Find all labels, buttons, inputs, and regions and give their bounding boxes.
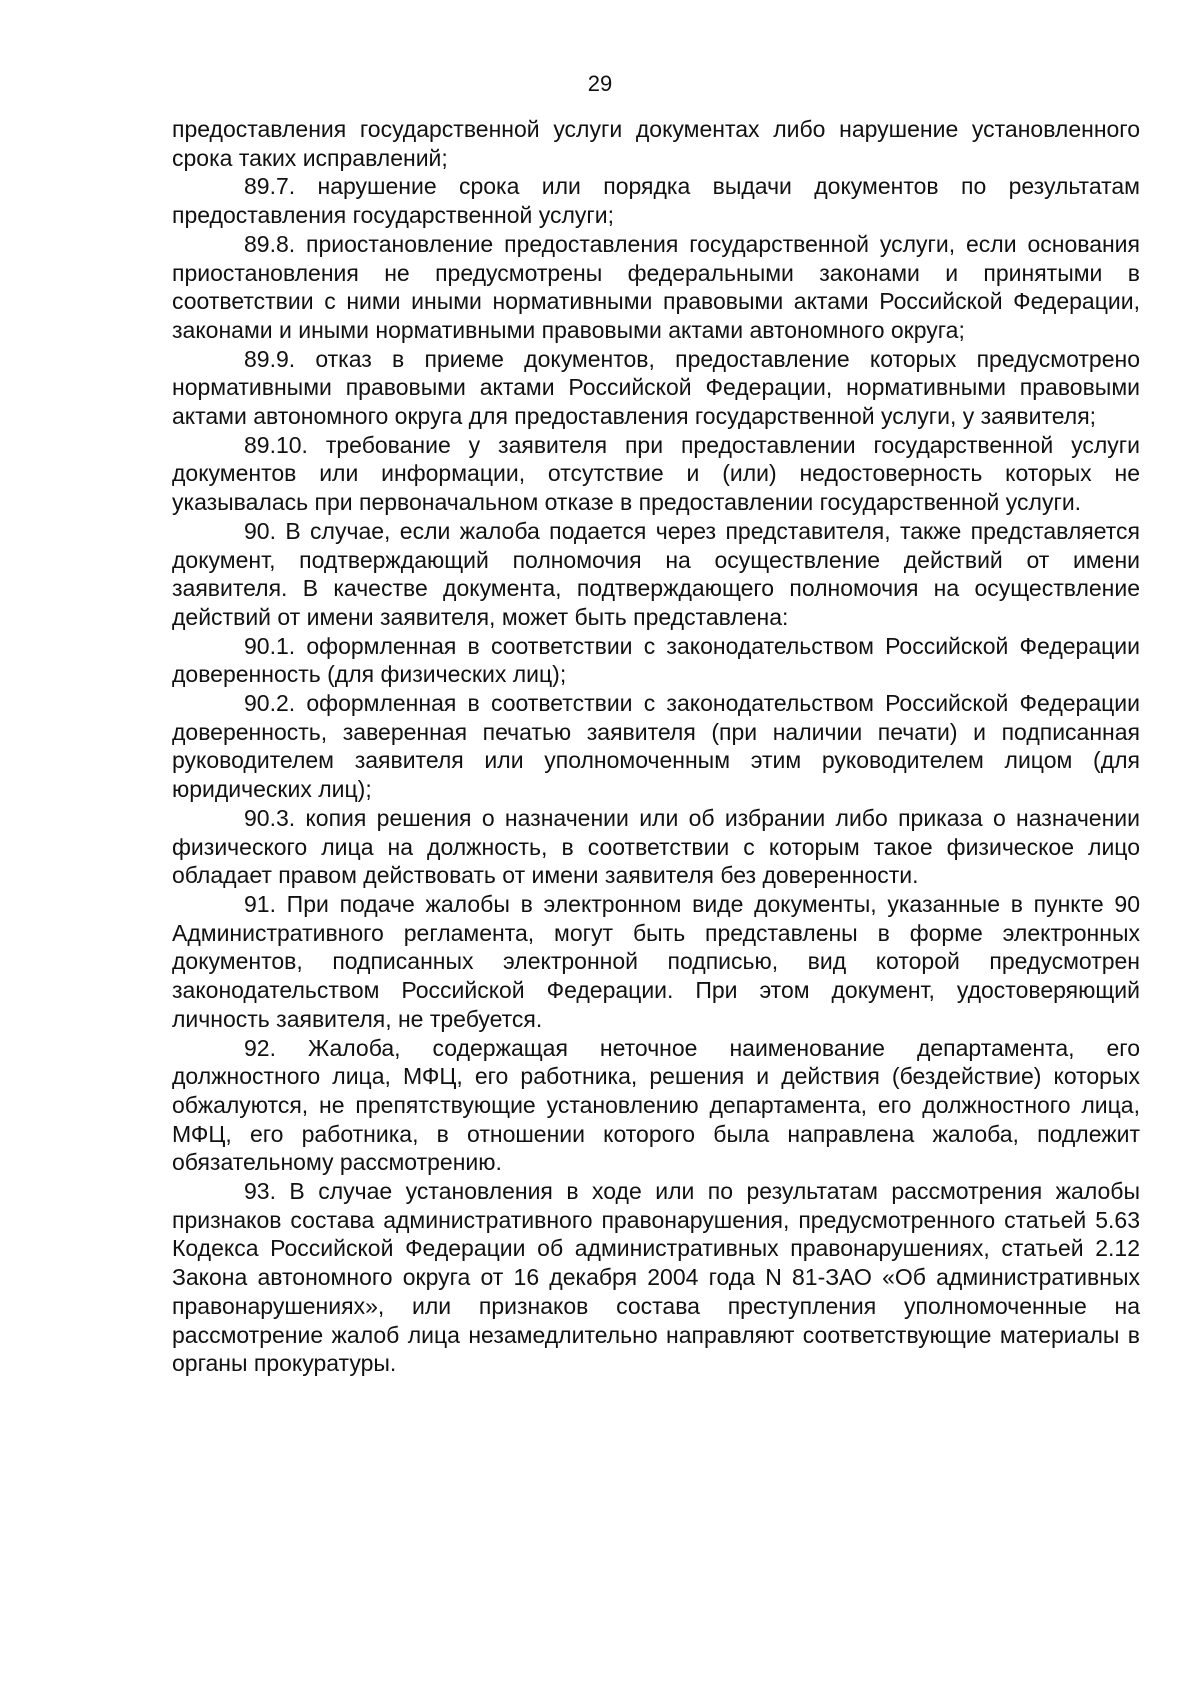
paragraph-89-10: 89.10. требование у заявителя при предоставлении государственной услуги документов или информации, отсутствие и (или) недостоверность которых не указывалась при первоначальном отказе в предоставлении государственной услуги.	[172, 431, 1140, 516]
paragraph-93: 93. В случае установления в ходе или по результатам рассмотрения жалобы признаков состава административного правонарушения, предусмотренного статьей 5.63 Кодекса Российской Федерации об административных правонарушениях, статьей 2.12 Закона автономного округа от 16 декабря 2004 года N 81-ЗАО «Об административных правонарушениях», или признаков состава преступления уполномоченные на рассмотрение жалоб лица незамедлительно направляют соответствующие материалы в органы прокуратуры.	[172, 1178, 1140, 1377]
paragraph-89-7: 89.7. нарушение срока или порядка выдачи документов по результатам предоставления государственной услуги;	[172, 173, 1140, 229]
paragraph-90-3: 90.3. копия решения о назначении или об избрании либо приказа о назначении физического лица на должность, в соответствии с которым такое физическое лицо обладает правом действовать от имени заявителя без доверенности.	[172, 804, 1140, 889]
paragraph-continuation: предоставления государственной услуги документах либо нарушение установленного срока таких исправлений;	[172, 116, 1140, 171]
paragraph-90: 90. В случае, если жалоба подается через представителя, также представляется документ, подтверждающий полномочия на осуществление действий от имени заявителя. В качестве документа, подтверждающего полномочия на осуществление действий от имени заявителя, может быть представлена:	[172, 517, 1140, 630]
paragraph-91: 91. При подаче жалобы в электронном виде документы, указанные в пункте 90 Административного регламента, могут быть представлены в форме электронных документов, подписанных электронной подписью, вид которой предусмотрен законодательством Российской Федерации. При этом документ, удостоверяющий личность заявителя, не требуется.	[172, 890, 1140, 1032]
paragraph-90-2: 90.2. оформленная в соответствии с законодательством Российской Федерации доверенность, заверенная печатью заявителя (при наличии печати) и подписанная руководителем заявителя или уполномоченным этим руководителем лицом (для юридических лиц);	[172, 690, 1140, 803]
paragraph-90-1: 90.1. оформленная в соответствии с законодательством Российской Федерации доверенность (для физических лиц);	[172, 632, 1140, 688]
paragraph-92: 92. Жалоба, содержащая неточное наименование департамента, его должностного лица, МФЦ, его работника, решения и действия (бездействие) которых обжалуются, не препятствующие установлению департамента, его должностного лица, МФЦ, его работника, в отношении которого была направлена жалоба, подлежит обязательному рассмотрению.	[172, 1034, 1140, 1176]
document-body	[172, 115, 1140, 1378]
page-number: 29	[587, 71, 613, 96]
paragraph-89-8: 89.8. приостановление предоставления государственной услуги, если основания приостановления не предусмотрены федеральными законами и принятыми в соответствии с ними иными нормативными правовыми актами Российской Федерации, законами и иными нормативными правовыми актами автономного округа;	[172, 230, 1140, 343]
paragraph-89-9: 89.9. отказ в приеме документов, предоставление которых предусмотрено нормативными правовыми актами Российской Федерации, нормативными правовыми актами автономного округа для предоставления государственной услуги, у заявителя;	[172, 345, 1140, 430]
